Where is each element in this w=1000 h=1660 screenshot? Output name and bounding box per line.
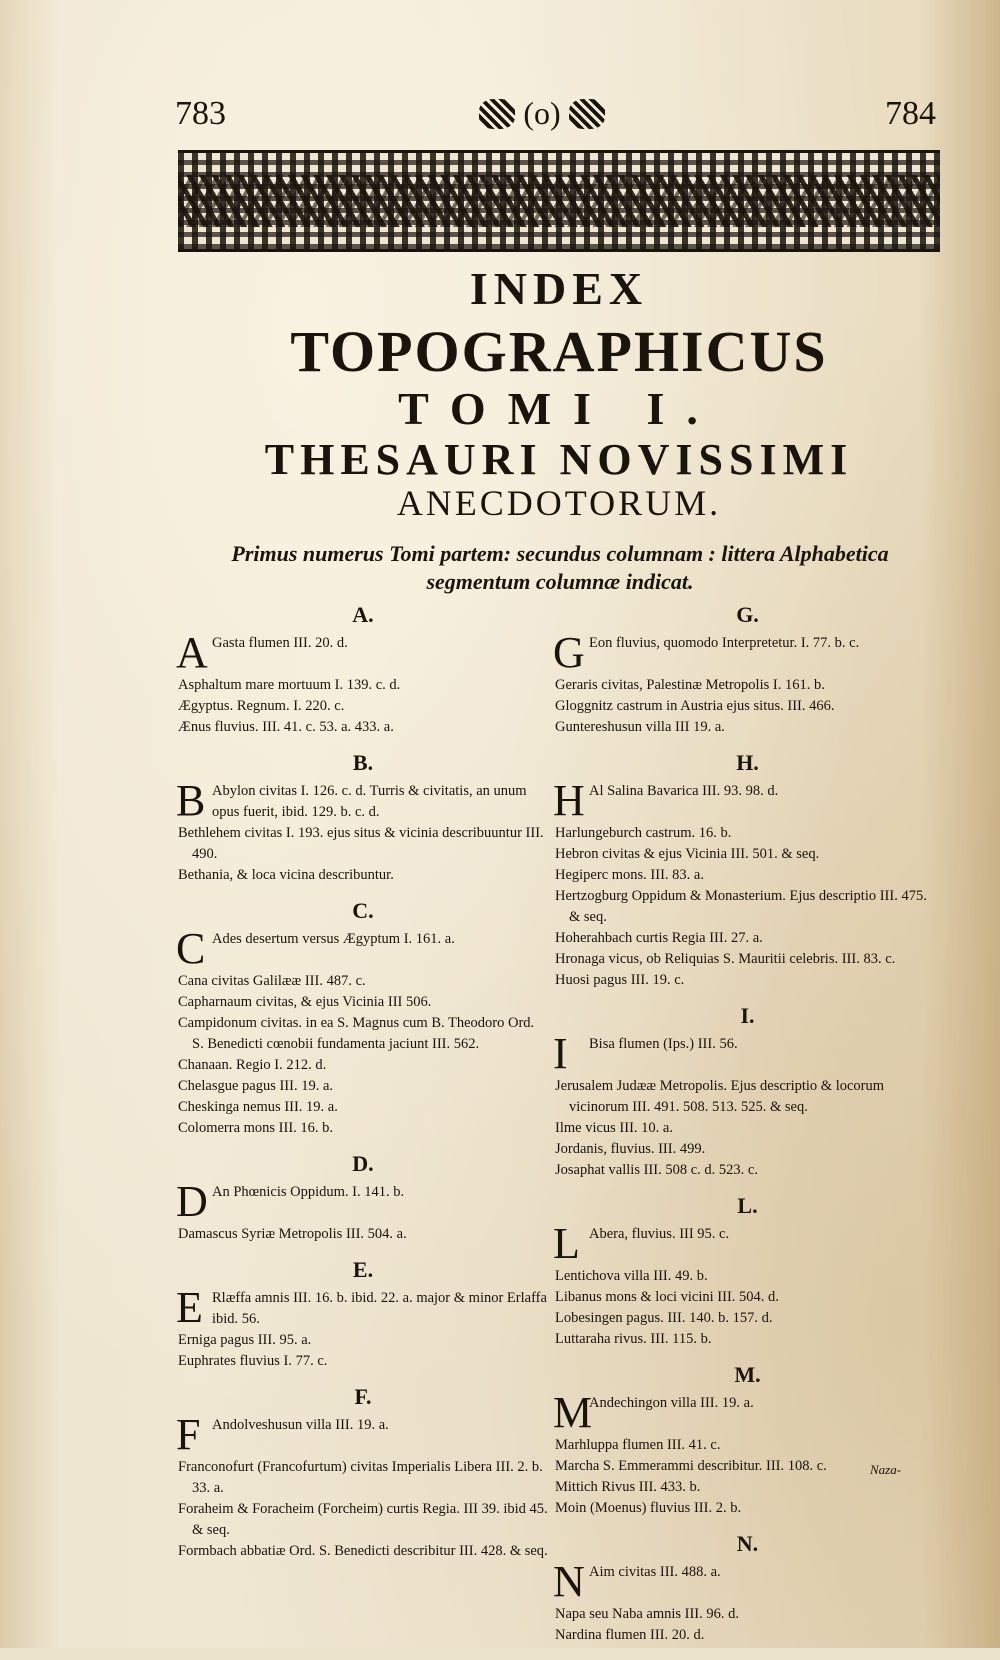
entry-text: Gasta flumen III. 20. d.	[212, 635, 348, 651]
running-head-center: (o)	[523, 95, 561, 132]
drop-cap: L	[553, 1219, 580, 1268]
section-letter: G.	[736, 602, 759, 627]
entry-text: Euphrates fluvius I. 77. c.	[178, 1353, 328, 1369]
index-entry	[553, 1388, 940, 1437]
index-entry	[555, 1498, 940, 1519]
entry-text: Colomerra mons III. 16. b.	[178, 1120, 334, 1136]
title-line-3: TOMI I.	[398, 383, 720, 434]
entry-text: Hoherahbach curtis Regia III. 27. a.	[555, 930, 763, 946]
index-section	[178, 752, 548, 886]
index-entry	[555, 1118, 940, 1139]
entry-text: Moin (Moenus) fluvius III. 2. b.	[555, 1500, 742, 1516]
fleuron-right-icon	[569, 99, 605, 129]
index-entry	[178, 971, 548, 992]
index-entry	[555, 1604, 940, 1625]
drop-cap: G	[553, 628, 585, 677]
entry-text: An Phœnicis Oppidum. I. 141. b.	[212, 1184, 405, 1200]
index-entry	[555, 1266, 940, 1287]
index-entry	[553, 628, 940, 677]
index-entry	[555, 886, 940, 928]
entry-text: Libanus mons & loci vicini III. 504. d.	[555, 1289, 779, 1305]
index-entry	[178, 1330, 548, 1351]
drop-cap: H	[553, 776, 585, 825]
index-entry	[176, 628, 548, 677]
entry-text: Cheskinga nemus III. 19. a.	[178, 1099, 338, 1115]
index-entry	[555, 865, 940, 886]
entry-text: Harlungeburch castrum. 16. b.	[555, 825, 732, 841]
index-column-right	[555, 600, 940, 1660]
entry-text: Campidonum civitas. in ea S. Magnus cum B. Theodoro Ord. S. Benedicti cœnobii fundamenta jaciunt III. 562.	[178, 1015, 535, 1052]
index-entry	[555, 1139, 940, 1160]
index-entry	[555, 675, 940, 696]
entry-text: Ades desertum versus Ægyptum I. 161. a.	[212, 931, 455, 947]
index-column-left	[178, 600, 548, 1576]
entry-text: Andechingon villa III. 19. a.	[589, 1395, 754, 1411]
entry-text: Abylon civitas I. 126. c. d. Turris & civitatis, an unum opus fuerit, ibid. 129. b. c. d.	[212, 783, 527, 820]
index-entry	[176, 1177, 548, 1226]
entry-text: Bisa flumen (Ips.) III. 56.	[589, 1036, 738, 1052]
index-entry	[555, 970, 940, 991]
entry-text: Damascus Syriæ Metropolis III. 504. a.	[178, 1226, 407, 1242]
section-letter: E.	[352, 1257, 374, 1282]
entry-text: Guntereshusun villa III 19. a.	[555, 719, 725, 735]
title-line-2: TOPOGRAPHICUS	[290, 319, 828, 384]
index-entry	[178, 1097, 548, 1118]
index-entry	[555, 949, 940, 970]
section-letter: H.	[736, 750, 759, 775]
index-entry	[178, 1076, 548, 1097]
section-letter: B.	[352, 750, 374, 775]
index-entry	[178, 1118, 548, 1139]
section-letter: N.	[736, 1531, 759, 1556]
entry-text: Lobesingen pagus. III. 140. b. 157. d.	[555, 1310, 773, 1326]
index-section	[555, 752, 940, 991]
index-section	[178, 604, 548, 738]
index-entry	[178, 865, 548, 886]
entry-text: Mittich Rivus III. 433. b.	[555, 1479, 701, 1495]
entry-text: Abera, fluvius. III 95. c.	[589, 1226, 730, 1242]
index-entry	[555, 928, 940, 949]
index-section	[555, 1533, 940, 1646]
section-letter: C.	[352, 898, 374, 923]
index-entry	[555, 823, 940, 844]
entry-text: Foraheim & Foracheim (Forcheim) curtis Regia. III 39. ibid 45. & seq.	[178, 1501, 548, 1538]
entry-text: Ænus fluvius. III. 41. c. 53. a. 433. a.	[178, 719, 394, 735]
index-entry	[178, 1055, 548, 1076]
section-letter: M.	[734, 1362, 761, 1387]
entry-text: Gloggnitz castrum in Austria ejus situs. III. 466.	[555, 698, 835, 714]
entry-text: Bethania, & loca vicina describuntur.	[178, 867, 394, 883]
section-letter: L.	[737, 1193, 758, 1218]
index-section	[555, 604, 940, 738]
section-letter: I.	[740, 1003, 755, 1028]
index-entry	[555, 1160, 940, 1181]
drop-cap: B	[176, 776, 206, 825]
entry-text: Chanaan. Regio I. 212. d.	[178, 1057, 327, 1073]
entry-text: Napa seu Naba amnis III. 96. d.	[555, 1606, 740, 1622]
drop-cap: F	[176, 1410, 201, 1459]
entry-text: Formbach abbatiæ Ord. S. Benedicti describitur III. 428. & seq.	[178, 1543, 548, 1559]
index-entry	[178, 696, 548, 717]
drop-cap: N	[553, 1557, 585, 1606]
index-entry	[555, 717, 940, 738]
title-line-4: THESAURI NOVISSIMI	[264, 435, 854, 484]
index-entry	[553, 1029, 940, 1078]
entry-text: Bethlehem civitas I. 193. ejus situs & vicinia describuuntur III. 490.	[178, 825, 544, 862]
drop-cap: D	[176, 1177, 208, 1226]
index-entry	[555, 1308, 940, 1329]
index-entry	[178, 1351, 548, 1372]
intro-note: Primus numerus Tomi partem: secundus columnam : littera Alphabetica segmentum columnæ indicat.	[231, 541, 889, 594]
index-section	[178, 1386, 548, 1562]
index-entry	[178, 717, 548, 738]
index-entry	[178, 1013, 548, 1055]
drop-cap: E	[176, 1283, 203, 1332]
index-entry	[178, 1541, 548, 1562]
drop-cap: C	[176, 924, 206, 973]
entry-text: Cana civitas Galilææ III. 487. c.	[178, 973, 366, 989]
index-entry	[555, 1329, 940, 1350]
entry-text: Marhluppa flumen III. 41. c.	[555, 1437, 721, 1453]
index-section	[178, 1259, 548, 1372]
index-section	[555, 1005, 940, 1181]
entry-text: Hronaga vicus, ob Reliquias S. Mauritii celebris. III. 83. c.	[555, 951, 896, 967]
index-entry	[555, 1076, 940, 1118]
index-entry	[178, 1457, 548, 1499]
entry-text: Chelasgue pagus III. 19. a.	[178, 1078, 334, 1094]
ornamental-headband	[178, 150, 940, 252]
entry-text: Capharnaum civitas, & ejus Vicinia III 506.	[178, 994, 432, 1010]
fleuron-left-icon	[479, 99, 515, 129]
page-number-left: 783	[175, 95, 226, 132]
index-entry	[178, 1224, 548, 1245]
entry-text: Asphaltum mare mortuum I. 139. c. d.	[178, 677, 401, 693]
index-entry	[176, 776, 548, 825]
entry-text: Ægyptus. Regnum. I. 220. c.	[178, 698, 345, 714]
index-entry	[176, 924, 548, 973]
section-letter: D.	[352, 1151, 374, 1176]
index-entry	[178, 1499, 548, 1541]
section-letter: F.	[354, 1384, 372, 1409]
index-entry	[553, 1219, 940, 1268]
title-line-5: ANECDOTORUM.	[396, 483, 722, 523]
index-entry	[178, 675, 548, 696]
entry-text: Geraris civitas, Palestinæ Metropolis I. 161. b.	[555, 677, 825, 693]
index-entry	[176, 1283, 548, 1332]
catchword: Naza-	[870, 1462, 902, 1477]
running-head	[462, 92, 622, 132]
index-entry	[555, 696, 940, 717]
entry-text: Nardina flumen III. 20. d.	[555, 1627, 705, 1643]
index-entry	[553, 1557, 940, 1606]
index-entry	[555, 844, 940, 865]
entry-text: Andolveshusun villa III. 19. a.	[212, 1417, 389, 1433]
entry-text: Josaphat vallis III. 508 c. d. 523. c.	[555, 1162, 758, 1178]
entry-text: Hertzogburg Oppidum & Monasterium. Ejus descriptio III. 475. & seq.	[555, 888, 927, 925]
entry-text: Eon fluvius, quomodo Interpretetur. I. 77. b. c.	[589, 635, 860, 651]
index-section	[178, 1153, 548, 1245]
index-section	[555, 1364, 940, 1519]
index-section	[178, 900, 548, 1139]
entry-text: Jordanis, fluvius. III. 499.	[555, 1141, 706, 1157]
page-number-right: 784	[885, 95, 936, 132]
index-entry	[555, 1287, 940, 1308]
entry-text: Marcha S. Emmerammi describitur. III. 108. c.	[555, 1458, 827, 1474]
entry-text: Ilme vicus III. 10. a.	[555, 1120, 673, 1136]
index-entry	[555, 1477, 940, 1498]
index-entry	[178, 823, 548, 865]
entry-text: Luttaraha rivus. III. 115. b.	[555, 1331, 712, 1347]
entry-text: Jerusalem Judææ Metropolis. Ejus descriptio & locorum vicinorum III. 491. 508. 513. 525. & seq.	[555, 1078, 885, 1115]
entry-text: Rlæffa amnis III. 16. b. ibid. 22. a. major & minor Erlaffa ibid. 56.	[212, 1290, 547, 1327]
section-letter: A.	[352, 602, 374, 627]
index-entry	[178, 992, 548, 1013]
entry-text: Erniga pagus III. 95. a.	[178, 1332, 312, 1348]
index-entry	[553, 776, 940, 825]
entry-text: Hebron civitas & ejus Vicinia III. 501. & seq.	[555, 846, 820, 862]
entry-text: Huosi pagus III. 19. c.	[555, 972, 685, 988]
index-entry	[555, 1435, 940, 1456]
index-section	[555, 1195, 940, 1350]
drop-cap: M	[553, 1388, 593, 1437]
entry-text: Aim civitas III. 488. a.	[589, 1564, 721, 1580]
entry-text: Hegiperc mons. III. 83. a.	[555, 867, 704, 883]
drop-cap: A	[176, 628, 208, 677]
index-entry	[176, 1410, 548, 1459]
entry-text: Al Salina Bavarica III. 93. 98. d.	[589, 783, 779, 799]
index-entry	[555, 1625, 940, 1646]
entry-text: Franconofurt (Francofurtum) civitas Imperialis Libera III. 2. b. 33. a.	[178, 1459, 543, 1496]
drop-cap: I	[553, 1029, 568, 1078]
title-line-1: INDEX	[469, 263, 649, 314]
entry-text: Lentichova villa III. 49. b.	[555, 1268, 708, 1284]
